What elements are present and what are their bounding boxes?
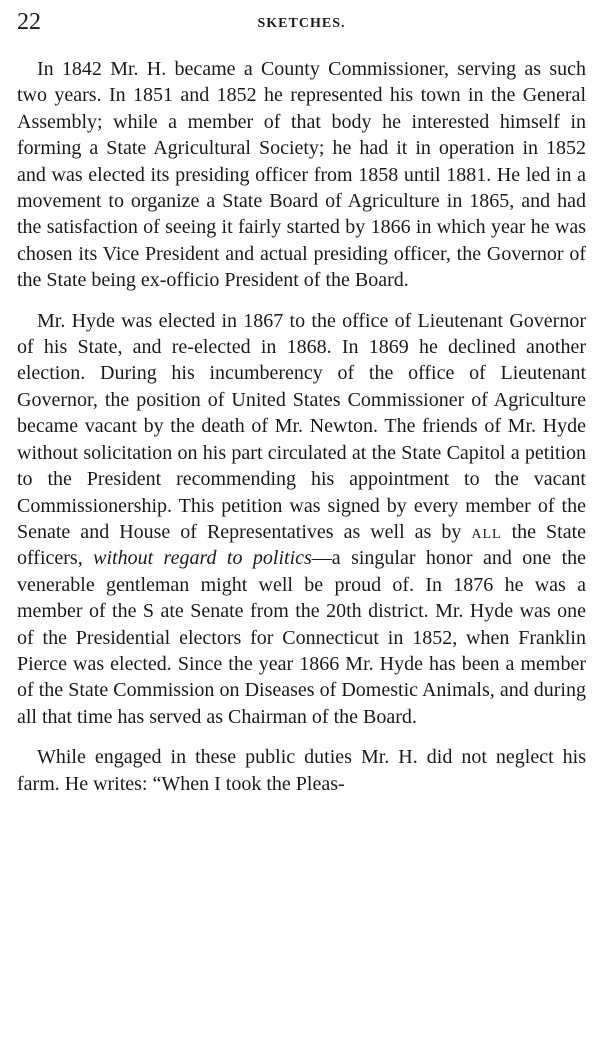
paragraph-text-part: —a singular honor and one the venerable gentleman might well be proud of. In 1876 he was a member of the S ate Senate from the 20th district. Mr. Hyde was one of the Presidential electors for Connecticut in 1852, when Franklin Pierce was elected. Since the year 1866 Mr. Hyde has been a member of the State Commission on Diseases of Domestic Animals, and during all that time has served as Chairman of the Board. [17, 547, 587, 728]
running-title: SKETCHES. [257, 16, 346, 31]
paragraph-text-part: Mr. Hyde was elected in 1867 to the office of Lieutenant Governor of his State, and re-elected in 1868. In 1869 he declined another election. During his incumberency of the office of Lieutenant Governor, the position of United States Commissioner of Agriculture became vacant by the death of Mr. Newton. The friends of Mr. Hyde without solicitation on his part circulated at the State Capitol a petition to the President recommending his appointment to the vacant Commissionership. This petition was signed by every member of the Senate and House of Representatives as well as by [17, 309, 586, 543]
page-number: 22 [17, 9, 41, 35]
paragraph-county-commissioner: In 1842 Mr. H. became a County Commissioner, serving as such two years. In 1851 and 1852 he represented his town in the General Assembly; while a member of that body he interested himself in forming a State Agricultural Society; he had it in operation in 1852 and was elected its presiding officer from 1858 until 1881. He led in a movement to organize a State Board of Agriculture in 1865, and had the satisfaction of seeing it fairly started by 1866 in which year he was chosen its Vice President and actual presiding officer, the Governor of the State being ex-officio President of the Board. [17, 58, 586, 292]
body-text [17, 40, 586, 797]
italic-phrase: without regard to politics [93, 547, 312, 570]
page-header [17, 0, 586, 40]
paragraph-text-part: the State officers, [17, 520, 587, 570]
small-caps-word: all [471, 520, 502, 543]
paragraph-lieutenant-governor [17, 308, 586, 731]
paragraph-farm: While engaged in these public duties Mr. H. did not neglect his farm. He writes: “When I took the Pleas- [17, 746, 586, 795]
